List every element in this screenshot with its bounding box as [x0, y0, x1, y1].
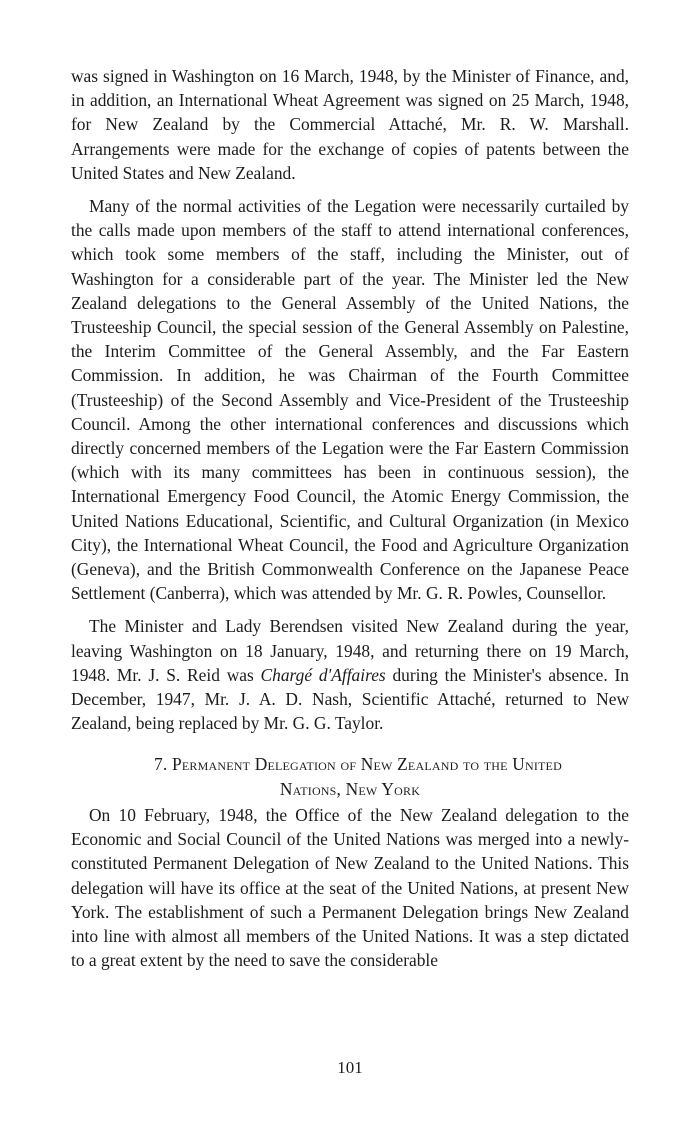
paragraph-legation-activities: Many of the normal activities of the Legation were necessarily curtailed by the calls made upon members of the staff to attend international conferences, which took some members of the staff, including the Minister, out of Washington for a considerable part of the year. The Minister led the New Zealand delegations to the General Assembly of the United Nations, the Trusteeship Council, the special session of the General Assembly on Palestine, the Interim Committee of the General Assembly, and the Far Eastern Commission. In addition, he was Chairman of the Fourth Committee (Trusteeship) of the Second Assembly and Vice-President of the Trusteeship Council. Among the other international conferences and discussions which directly concerned members of the Legation were the Far Eastern Commission (which with its many committees has been in continuous session), the International Emergency Food Council, the Atomic Energy Commission, the United Nations Educational, Scientific, and Cultural Organization (in Mexico City), the International Wheat Council, the Food and Agriculture Organization (Geneva), and the British Commonwealth Conference on the Japanese Peace Settlement (Canberra), which was attended by Mr. G. R. Powles, Counsellor.: [71, 196, 629, 604]
charge-d-affaires-italic: Chargé d'Affaires: [260, 664, 386, 685]
paragraph-gap: [71, 605, 629, 614]
paragraph-permanent-delegation: On 10 February, 1948, the Office of the New Zealand delegation to the Economic and Social Council of the United Nations was merged into a newly-constituted Permanent Delegation of New Zealand to the United Nations. This delegation will have its office at the seat of the United Nations, at present New York. The establishment of such a Permanent Delegation brings New Zealand into line with almost all members of the United Nations. It was a step dictated to a great extent by the need to save the considerable: [71, 804, 629, 971]
paragraph-gap: [71, 185, 629, 194]
section-heading-line-1: 7. Permanent Delegation of New Zealand to the United: [154, 754, 562, 775]
page-number: 101: [337, 1058, 363, 1077]
paragraph-treaty-signing: was signed in Washington on 16 March, 1948, by the Minister of Finance, and, in addition, an International Wheat Agreement was signed on 25 March, 1948, for New Zealand by the Commercial Attaché, Mr. R. W. Marshall. Arrangements were made for the exchange of copies of patents between the United States and New Zealand.: [71, 66, 629, 183]
paragraph-gap: [71, 735, 629, 744]
section-heading: [71, 752, 629, 800]
page-body: [71, 64, 629, 972]
minister-visit-text-start: The Minister and Lady Berendsen visited New Zealand during the year, leaving Washington on 18 January, 1948, and returning there on 19 March, 1948. Mr. J. S. Reid was: [71, 616, 629, 685]
section-heading-line-2: Nations, New York: [279, 778, 421, 799]
paragraph-minister-visit: [71, 614, 629, 735]
minister-visit-text-end: during the Minister's absence. In December, 1947, Mr. J. A. D. Nash, Scientific Attaché, returned to New Zealand, being replaced by Mr. G. G. Taylor.: [71, 664, 629, 734]
